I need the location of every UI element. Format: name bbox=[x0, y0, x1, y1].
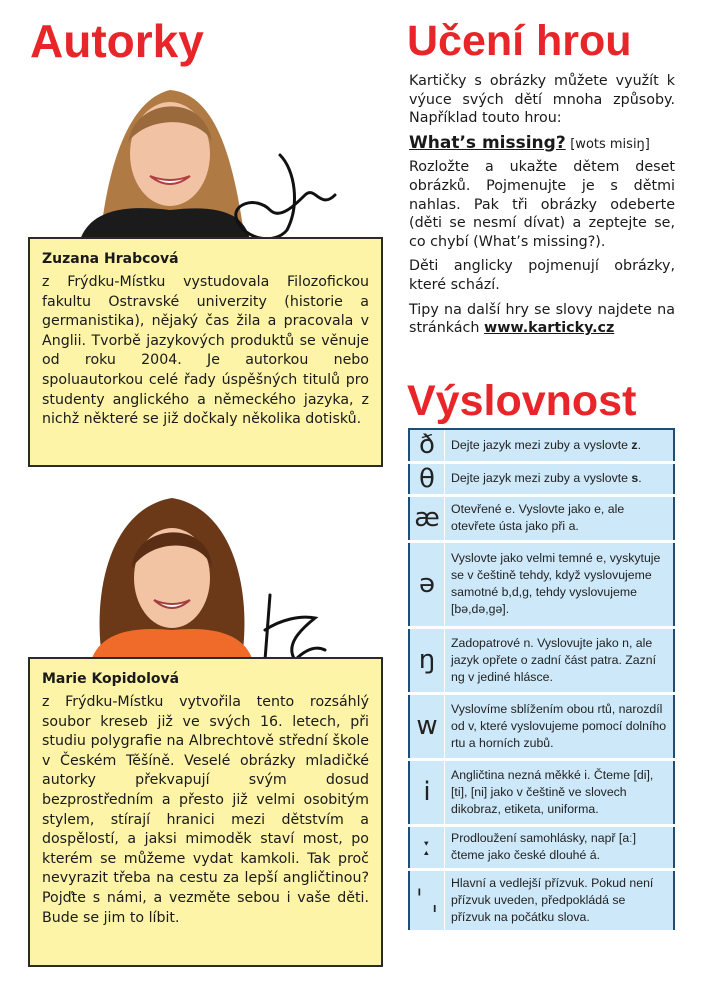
author-bio-box-2 bbox=[28, 657, 383, 967]
tips-text: Tipy na další hry se slovy najdete na stránkách bbox=[409, 301, 675, 337]
ipa-symbol: ˈ ˌ bbox=[409, 869, 445, 931]
game-instructions: Rozložte a ukažte dětem deset obrázků. Pojmenujte je s dětmi nahlas. Pak tři obrázky odeberte (děti se nesmí dívat) a zeptejte se, co chybí (What’s missing?). bbox=[409, 159, 675, 250]
game-title: What’s missing? bbox=[409, 132, 566, 153]
website-link[interactable]: www.karticky.cz bbox=[484, 320, 615, 337]
learning-section bbox=[409, 72, 675, 344]
ipa-description: Vyslovíme sblížením obou rtů, narozdíl od v, které vyslovujeme pomocí dolního rtu a horních zubů. bbox=[445, 693, 675, 759]
ipa-symbol: ŋ bbox=[409, 627, 445, 693]
ipa-description: Otevřené e. Vyslovte jako e, ale otevřete ústa jako při a. bbox=[445, 495, 675, 541]
ipa-symbol: æ bbox=[409, 495, 445, 541]
learning-heading: Učení hrou bbox=[407, 17, 632, 65]
pronunciation-row bbox=[409, 429, 674, 462]
ipa-description-tail: . bbox=[637, 437, 641, 452]
author-name-1: Zuzana Hrabcová bbox=[42, 251, 179, 267]
game-instructions-2: Děti anglicky pojmenují obrázky, které schází. bbox=[409, 258, 675, 293]
pronunciation-row bbox=[409, 541, 674, 627]
author-bio-2: z Frýdku-Místku vytvořila tento rozsáhlý soubor kreseb již ve svých 16. letech, při studiu polygrafie na Albrechtově střední škole v Českém Těšíně. Veselé obrázky mladičké autorky překvapují svým dosud bezprostředním a přesto již velmi osobitým stylem, stírají hranici mezi dětstvím a dospělostí, a jaksi mimoděk staví most, po kterém se můžeme vydat kamkoli. Tak proč nevyrazit třeba na cestu za lepší angličtinou? Pojďte s námi, a vezměte sebou i vaše děti. Bude se jim to líbit. bbox=[42, 694, 369, 926]
ipa-symbol: i bbox=[409, 759, 445, 825]
pronunciation-row bbox=[409, 495, 674, 541]
ipa-description: Vyslovte jako velmi temné e, vyskytuje se v češtině tehdy, když vyslovujeme samotné b,d,g, tehdy vyslovujeme [bə,də,gə]. bbox=[445, 541, 675, 627]
ipa-description-tail: . bbox=[638, 471, 642, 485]
ipa-symbol: ə bbox=[409, 541, 445, 627]
ipa-description: Angličtina nezná měkké i. Čteme [di], [ti], [ni] jako v češtině ve slovech dikobraz, etiketa, uniforma. bbox=[445, 759, 675, 825]
pronunciation-row bbox=[409, 627, 674, 693]
authors-heading: Autorky bbox=[30, 15, 204, 67]
ipa-bold-letter: z bbox=[631, 437, 638, 452]
signature-1 bbox=[225, 150, 345, 250]
ipa-description: Zadopatrové n. Vyslovujte jako n, ale jazyk opřete o zadní část patra. Zazní ng v jediné hlásce. bbox=[445, 627, 675, 693]
game-ipa: [wots misiŋ] bbox=[570, 136, 650, 152]
ipa-symbol: w bbox=[409, 693, 445, 759]
pronunciation-table bbox=[408, 428, 675, 933]
learning-intro: Kartičky s obrázky můžete využít k výuce svých dětí mnoha způsoby. Například touto hrou: bbox=[409, 73, 675, 127]
pronunciation-row bbox=[409, 759, 674, 825]
author-photo-2 bbox=[92, 488, 252, 658]
pronunciation-row bbox=[409, 462, 674, 495]
pronunciation-heading: Výslovnost bbox=[407, 377, 637, 425]
ipa-symbol: θ bbox=[409, 462, 445, 495]
ipa-description: Hlavní a vedlejší přízvuk. Pokud není přízvuk uveden, předpokládá se přízvuk na počátku slova. bbox=[445, 869, 675, 931]
author-name-2: Marie Kopidolová bbox=[42, 671, 180, 687]
pronunciation-row bbox=[409, 693, 674, 759]
ipa-bold-letter: s bbox=[631, 471, 639, 485]
ipa-description: Dejte jazyk mezi zuby a vyslovte z. bbox=[445, 429, 675, 462]
ipa-description: Prodloužení samohlásky, např [aː] čteme jako české dlouhé á. bbox=[445, 825, 675, 869]
author-bio-box-1 bbox=[28, 237, 383, 467]
ipa-description: Dejte jazyk mezi zuby a vyslovte s. bbox=[445, 462, 675, 495]
ipa-symbol: ð bbox=[409, 429, 445, 462]
author-bio-1: z Frýdku-Místku vystudovala Filozofickou fakultu Ostravské univerzity (historie a germanistika), nějaký čas žila a pracovala v Anglii. Tvorbě jazykových produktů se věnuje od roku 2004. Je autorkou nebo spoluautorkou celé řady úspěšných titulů pro studenty anglického a německého jazyka, z nichž některé se již dočkaly několika dotisků. bbox=[42, 274, 369, 428]
pronunciation-row bbox=[409, 825, 674, 869]
ipa-symbol: ː bbox=[409, 825, 445, 869]
pronunciation-row bbox=[409, 869, 674, 931]
